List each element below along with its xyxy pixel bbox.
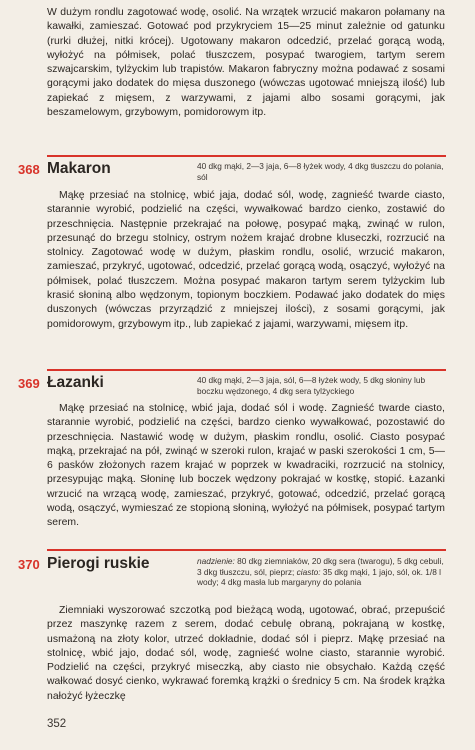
intro-paragraph (47, 6, 445, 120)
page-number: 352 (47, 718, 67, 730)
recipe-instructions (47, 189, 445, 332)
section-divider (47, 155, 446, 157)
recipe-title: Makaron (47, 160, 111, 177)
recipe-text: Mąkę przesiać na stolnicę, wbić jaja, dodać sól i wodę. Zagnieść twarde ciasto, starannie wyrobić, podzielić na części, bardzo cienko wywałkować, pozostawić do przeschnięcia. Nastawić wodę w dużym, płaskim rondlu, osolić. Ciasto posypać mąką, przekrajać na pół, zwinąć w szeroki rulon, krajać w paski szerokości 1 cm, 5—6 pasków złożonych razem krajać w poprzek w kwadraciki, rozrzucić na stolnicy, przesypując mąką. Słoninę lub boczek wędzony pokrajać w kostkę, stopić. Łazanki wrzucić na wrzącą wodę, zamieszać, przykryć, gotować, odcedzić, przelać gorącą wodą, osączyć, wymieszać ze stopioną słoniną, wyłożyć na półmisek, posypać tartym serem. (47, 403, 445, 529)
dough-label: ciasto: (296, 566, 321, 577)
recipe-text: Ziemniaki wyszorować szczotką pod bieżącą wodą, ugotować, obrać, przepuścić przez maszynkę razem z serem, dodać cebulę obraną, pokrajaną w kostkę, usmażoną na złoty kolor, utrzeć dokładnie, dodać sól i pieprz. Mąkę przesiać na stolnicę, wbić jajo, dodać sól, wodę, zagnieść wolne ciasto, starannie wyrobić. Podzielić na części, przykryć miseczką, aby ciasto nie obsychało. Każdą część wałkować dosyć cienko, wykrawać foremką krążki o średnicy 5 cm. Na środek krążka nałożyć łyżeczkę (47, 605, 445, 702)
recipe-instructions (47, 402, 445, 531)
section-divider (47, 369, 446, 371)
recipe-number: 369 (18, 376, 40, 391)
recipe-number: 368 (18, 162, 40, 177)
filling-ingredients: 80 dkg ziemniaków, 20 dkg sera (twarogu), 5 dkg cebuli, 3 dkg tłuszczu, sól, pieprz; (197, 556, 444, 577)
intro-text: W dużym rondlu zagotować wodę, osolić. Na wrzątek wrzucić makaron połamany na kawałki, zamieszać. Gotować pod przykryciem 15—25 minut zależnie od gatunku (rurki dłużej, nitki krócej). Ugotowany makaron odcedzić, przelać gorącą wodą, wyłożyć na półmisek, polać tłuszczem, posypać twarogiem, tartym serem szwajcarskim, tylżyckim lub trapistów. Makaron fabryczny można podawać z sosami gorącymi jako dodatek do mięsa duszonego (wówczas ugotować mniejszą ilość) lub zapiekać z mięsem, z warzywami, z jajami albo sosami gorącymi, jak beszamelowym, grzybowym, pomidorowym itp. (47, 7, 445, 119)
recipe-title: Łazanki (47, 374, 104, 391)
recipe-text: Mąkę przesiać na stolnicę, wbić jaja, dodać sól, wodę, zagnieść twarde ciasto, starannie wyrobić, podzielić na części, wywałkować bardzo cienko, zostawić do przeschnięcia. Następnie przekrajać na połowę, posypać mąką, zwinąć w rulon, przesunąć do brzegu stolnicy, ostrym nożem krajać drobne kluseczki, rozrzucić na stolnicy. Zagotować wodę w dużym, płaskim rondlu, osolić, wrzucić makaron, zamieszać, przykryć, ugotować, odcedzić, przelać gorącą wodą, osączyć, wyłożyć na półmisek, polać tłuszczem. Można posypać makaron tartym serem tylżyckim lub krasić słoniną albo wędzonym, topionym boczkiem. Podawać jako dodatek do mięs duszonych (wówczas przyrządzić z mniejszej ilości), z sosami gorącymi, jak pomidorowym, grzybowym itp., lub zapiekać z jajami, warzywami, mięsem itp. (47, 190, 445, 330)
recipe-number: 370 (18, 557, 40, 572)
recipe-ingredients: 40 dkg mąki, 2—3 jaja, 6—8 łyżek wody, 4 dkg tłuszczu do polania, sól (197, 161, 444, 182)
dough-ingredients: 35 dkg mąki, 1 jajo, sól, ok. 1/8 l wody; 4 dkg masła lub margaryny do polania (197, 566, 441, 588)
recipe-ingredients: 40 dkg mąki, 2—3 jaja, sól, 6—8 łyżek wody, 5 dkg słoniny lub boczku wędzonego, 4 dkg sera tylżyckiego (197, 375, 426, 396)
recipe-instructions (47, 604, 445, 704)
recipe-title: Pierogi ruskie (47, 555, 150, 572)
filling-label: nadzienie: (197, 556, 235, 566)
recipe-ingredients (197, 556, 447, 588)
section-divider (47, 549, 446, 551)
